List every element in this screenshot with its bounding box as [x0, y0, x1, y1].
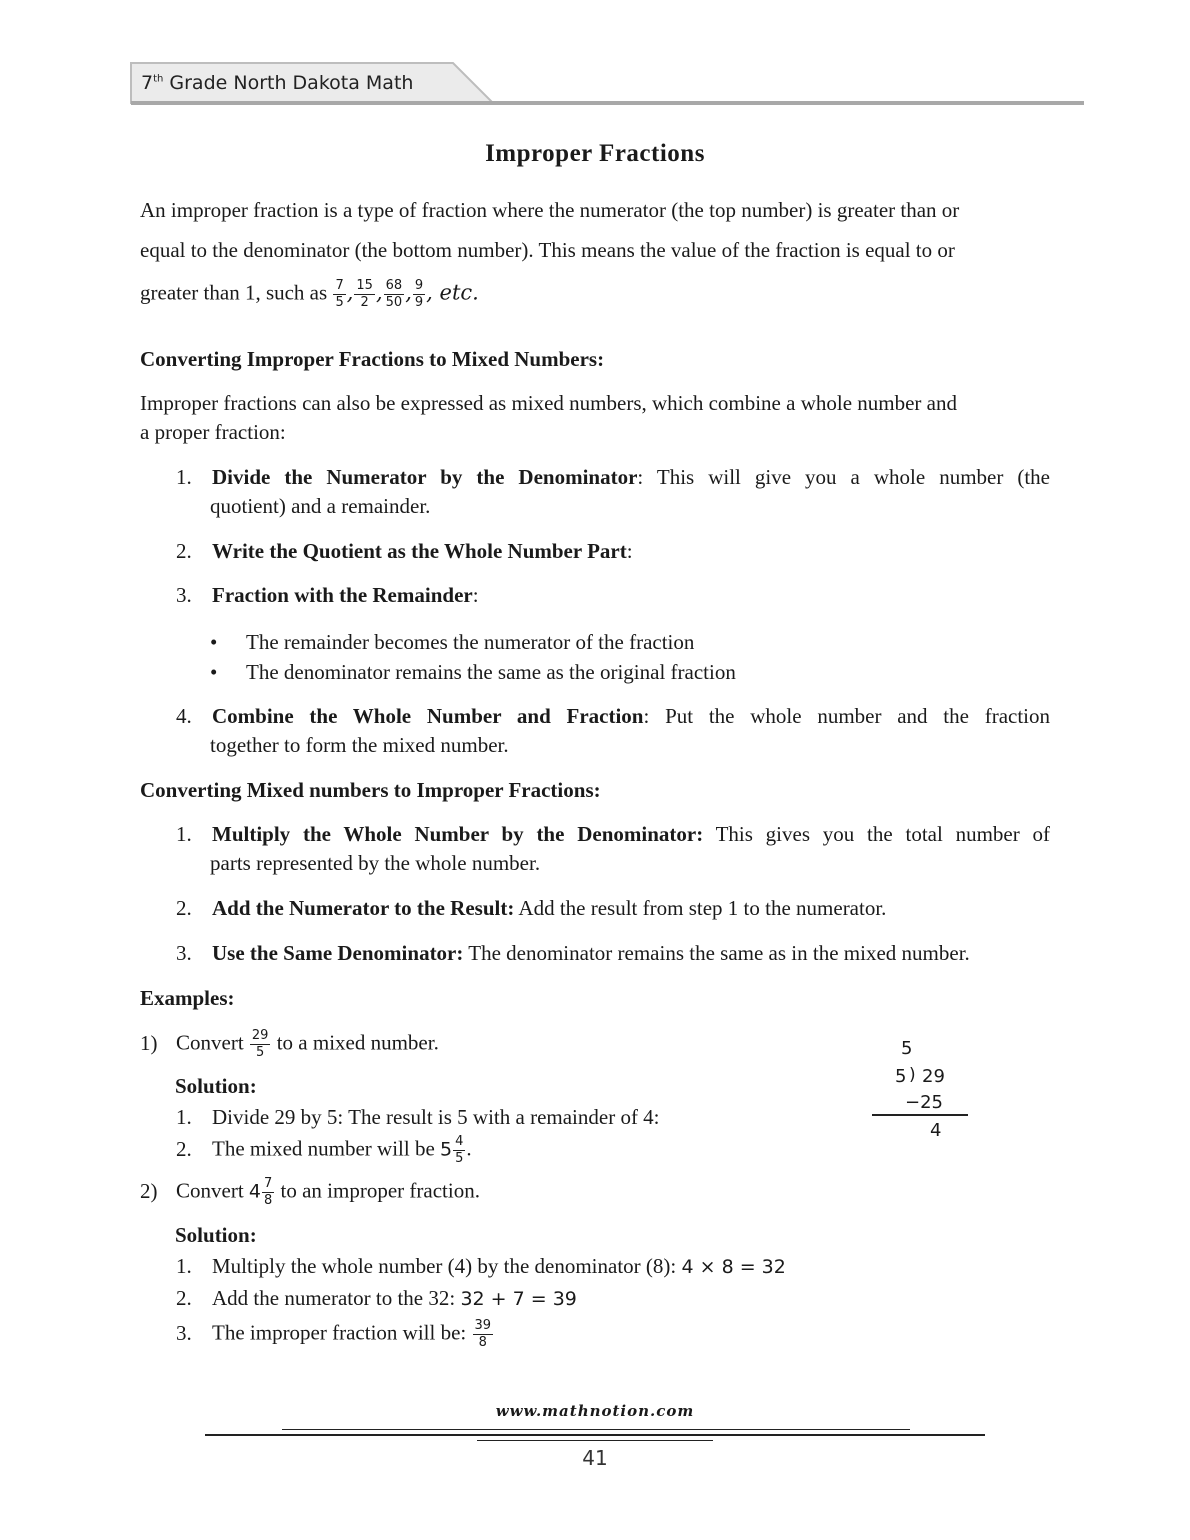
- examples-heading: Examples:: [140, 986, 235, 1010]
- s2-step-1-cont: parts represented by the whole number.: [210, 851, 541, 875]
- division-bracket: ): [909, 1065, 916, 1085]
- fraction: $\frac{7}{8}$: [264, 1176, 273, 1209]
- fraction: $\frac{39}{8}$: [474, 1318, 492, 1351]
- intro-line-1: An improper fraction is a type of fraction where the numerator (the top number) is greater than or: [140, 198, 960, 222]
- example-1-prompt: 1) Convert $\frac{29}{5}$ to a mixed number.: [140, 1028, 439, 1061]
- example-1-step-2: 2. The mixed number will be 5 $\frac{4}{5}$ .: [176, 1134, 472, 1167]
- example-fraction: $\frac{7}{5}$: [335, 278, 344, 311]
- footer-rule: [282, 1429, 910, 1430]
- division-dividend: 29: [922, 1066, 945, 1087]
- intro-line-2: equal to the denominator (the bottom number). This means the value of the fraction is equal to or: [140, 238, 955, 262]
- intro-line-3: greater than 1, such as $\frac{7}{5}$ , $\frac{15}{2}$ , $\frac{68}{50}$ , $\frac{9}{9}$ , etc.: [140, 278, 479, 311]
- example-fraction: $\frac{9}{9}$: [414, 278, 424, 311]
- example-1-solution-label: Solution:: [175, 1074, 257, 1098]
- section1-para-line-2: a proper fraction:: [140, 420, 286, 444]
- example-2-prompt: 2) Convert 4 $\frac{7}{8}$ to an improper fraction.: [140, 1176, 480, 1209]
- s1-step-4: 4. Combine the Whole Number and Fraction: Put the whole number and the fraction: [176, 704, 1051, 728]
- s1-step-1-cont: quotient) and a remainder.: [210, 494, 431, 518]
- section1-para-line-1: Improper fractions can also be expressed as mixed numbers, which combine a whole number and: [140, 391, 957, 415]
- s2-step-1: 1. Multiply the Whole Number by the Denominator: This gives you the total number of: [176, 822, 1050, 846]
- bullet-item: • The remainder becomes the numerator of the fraction: [210, 630, 695, 654]
- long-division: [860, 1036, 970, 1146]
- example-2-step-1: 1. Multiply the whole number (4) by the denominator (8): 4 × 8 = 32: [176, 1254, 786, 1278]
- section-heading-improper-to-mixed: Converting Improper Fractions to Mixed Numbers:: [140, 347, 605, 371]
- page-title: Improper Fractions: [485, 140, 705, 167]
- section-heading-mixed-to-improper: Converting Mixed numbers to Improper Fractions:: [140, 778, 601, 802]
- division-rule: [872, 1114, 968, 1116]
- division-remainder: 4: [930, 1120, 942, 1141]
- s1-step-4-cont: together to form the mixed number.: [210, 733, 509, 757]
- footer-rule: [477, 1440, 713, 1441]
- fraction: $\frac{4}{5}$: [455, 1134, 464, 1167]
- header-title: 7th Grade North Dakota Math: [141, 72, 414, 94]
- page-number: 41: [582, 1446, 608, 1470]
- example-1-step-1: 1. Divide 29 by 5: The result is 5 with a remainder of 4:: [176, 1105, 660, 1129]
- example-fraction: $\frac{15}{2}$: [356, 278, 373, 311]
- division-quotient: 5: [901, 1038, 913, 1059]
- example-2-step-2: 2. Add the numerator to the 32: 32 + 7 = 39: [176, 1286, 577, 1310]
- division-subtract: −25: [905, 1092, 943, 1113]
- s1-step-3: 3. Fraction with the Remainder:: [176, 583, 479, 607]
- s2-step-2: 2. Add the Numerator to the Result: Add the result from step 1 to the numerator.: [176, 896, 887, 920]
- s1-step-2: 2. Write the Quotient as the Whole Number Part:: [176, 539, 633, 563]
- s2-step-3: 3. Use the Same Denominator: The denominator remains the same as in the mixed number.: [176, 941, 970, 965]
- s1-step-1: 1. Divide the Numerator by the Denominator: This will give you a whole number (the: [176, 465, 1050, 489]
- bullet-item: • The denominator remains the same as the original fraction: [210, 660, 736, 684]
- example-2-step-3: 3. The improper fraction will be: $\frac{39}{8}$: [176, 1318, 492, 1351]
- fraction: $\frac{29}{5}$: [251, 1028, 269, 1061]
- example-2-solution-label: Solution:: [175, 1223, 257, 1247]
- division-divisor: 5: [895, 1066, 907, 1087]
- footer-url: www.mathnotion.com: [495, 1402, 695, 1420]
- example-fraction: $\frac{68}{50}$: [385, 278, 403, 311]
- footer-rule: [205, 1434, 985, 1436]
